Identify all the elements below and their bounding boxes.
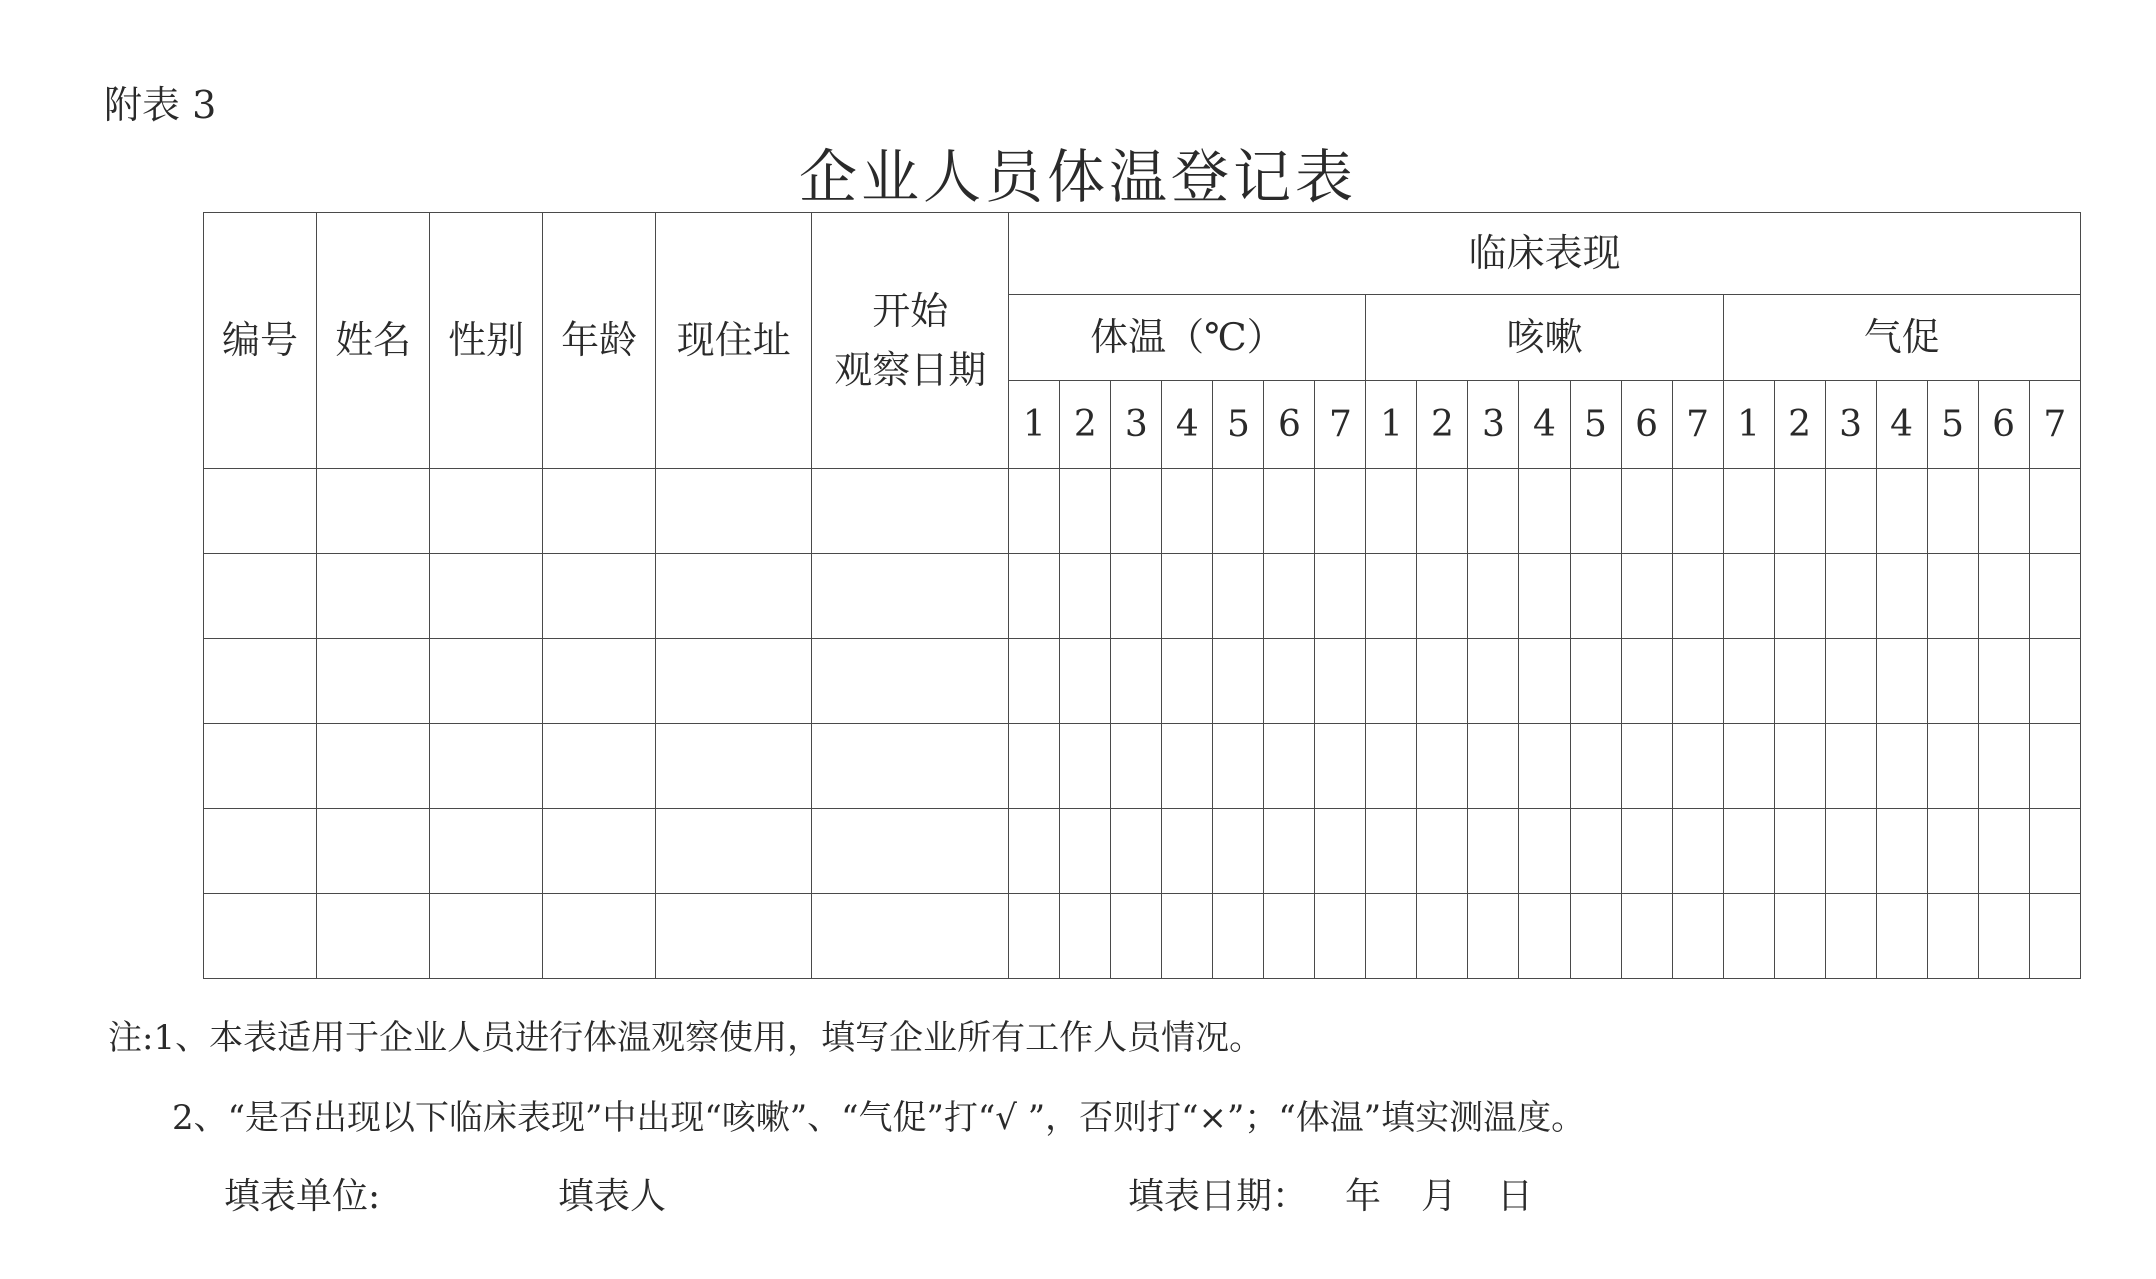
entry-cell[interactable] (1519, 554, 1570, 639)
day-number-cell: 6 (1978, 381, 2029, 469)
entry-cell[interactable] (1213, 809, 1264, 894)
entry-cell[interactable] (1111, 554, 1162, 639)
entry-cell[interactable] (1978, 554, 2029, 639)
entry-cell[interactable] (2029, 639, 2080, 724)
entry-cell[interactable] (1621, 724, 1672, 809)
entry-cell[interactable] (1927, 554, 1978, 639)
entry-cell[interactable] (1162, 554, 1213, 639)
day-number-cell: 6 (1264, 381, 1315, 469)
entry-cell[interactable] (1570, 554, 1621, 639)
entry-cell[interactable] (204, 554, 317, 639)
entry-cell[interactable] (1876, 469, 1927, 554)
entry-cell[interactable] (317, 639, 430, 724)
entry-cell[interactable] (1060, 469, 1111, 554)
entry-cell[interactable] (1366, 554, 1417, 639)
entry-cell[interactable] (1060, 809, 1111, 894)
footer-date-units: 年月日 (1345, 1176, 1574, 1217)
entry-cell[interactable] (1366, 639, 1417, 724)
entry-cell[interactable] (1621, 809, 1672, 894)
entry-cell[interactable] (1060, 894, 1111, 979)
entry-cell[interactable] (1519, 894, 1570, 979)
entry-cell[interactable] (1111, 724, 1162, 809)
entry-cell[interactable] (1366, 724, 1417, 809)
entry-cell[interactable] (1927, 724, 1978, 809)
entry-cell[interactable] (2029, 554, 2080, 639)
entry-cell[interactable] (1876, 894, 1927, 979)
entry-cell[interactable] (812, 894, 1009, 979)
entry-cell[interactable] (543, 639, 656, 724)
entry-cell[interactable] (1927, 894, 1978, 979)
entry-cell[interactable] (1570, 639, 1621, 724)
table-row (204, 554, 2081, 639)
entry-cell[interactable] (2029, 809, 2080, 894)
entry-cell[interactable] (1570, 894, 1621, 979)
entry-cell[interactable] (1468, 469, 1519, 554)
footer-unit-label: 填表单位: (224, 1176, 381, 1217)
entry-cell[interactable] (1468, 894, 1519, 979)
header-number: 编号 (204, 213, 317, 469)
table-row (204, 724, 2081, 809)
entry-cell[interactable] (1519, 809, 1570, 894)
entry-cell[interactable] (812, 469, 1009, 554)
entry-cell[interactable] (1468, 639, 1519, 724)
day-number-cell: 4 (1162, 381, 1213, 469)
entry-cell[interactable] (1060, 639, 1111, 724)
entry-cell[interactable] (1978, 809, 2029, 894)
entry-cell[interactable] (656, 554, 812, 639)
entry-cell[interactable] (1876, 809, 1927, 894)
entry-cell[interactable] (1213, 639, 1264, 724)
header-address: 现住址 (656, 213, 812, 469)
footer-date-label: 填表日期： (1128, 1176, 1309, 1217)
day-number-cell: 5 (1927, 381, 1978, 469)
entry-cell[interactable] (1213, 724, 1264, 809)
entry-cell[interactable] (1264, 469, 1315, 554)
entry-cell[interactable] (1264, 639, 1315, 724)
entry-cell[interactable] (317, 894, 430, 979)
entry-cell[interactable] (1417, 554, 1468, 639)
day-number-cell: 3 (1468, 381, 1519, 469)
entry-cell[interactable] (1111, 809, 1162, 894)
entry-cell[interactable] (1519, 639, 1570, 724)
entry-cell[interactable] (1009, 894, 1060, 979)
entry-cell[interactable] (1417, 639, 1468, 724)
entry-cell[interactable] (1009, 724, 1060, 809)
entry-cell[interactable] (1774, 639, 1825, 724)
entry-cell[interactable] (1162, 894, 1213, 979)
entry-cell[interactable] (1723, 469, 1774, 554)
entry-cell[interactable] (1162, 809, 1213, 894)
entry-cell[interactable] (1774, 894, 1825, 979)
day-number-cell: 3 (1111, 381, 1162, 469)
entry-cell[interactable] (1060, 724, 1111, 809)
entry-cell[interactable] (1570, 724, 1621, 809)
entry-cell[interactable] (430, 724, 543, 809)
entry-cell[interactable] (1621, 469, 1672, 554)
entry-cell[interactable] (1927, 639, 1978, 724)
annex-label: 附表 3 (104, 83, 217, 127)
form-title: 企业人员体温登记表 (798, 143, 1357, 211)
entry-cell[interactable] (1111, 894, 1162, 979)
day-number-cell: 2 (1060, 381, 1111, 469)
entry-cell[interactable] (1417, 469, 1468, 554)
day-number-cell: 5 (1570, 381, 1621, 469)
entry-cell[interactable] (1570, 809, 1621, 894)
entry-cell[interactable] (1570, 469, 1621, 554)
entry-cell[interactable] (1774, 809, 1825, 894)
entry-cell[interactable] (1417, 809, 1468, 894)
entry-cell[interactable] (1519, 469, 1570, 554)
header-clinical-signs: 临床表现 (1009, 213, 2081, 295)
entry-cell[interactable] (1468, 724, 1519, 809)
entry-cell[interactable] (1111, 469, 1162, 554)
entry-cell[interactable] (1723, 554, 1774, 639)
entry-cell[interactable] (430, 639, 543, 724)
entry-cell[interactable] (1825, 724, 1876, 809)
entry-cell[interactable] (1264, 724, 1315, 809)
start-obs-line1: 开始 (872, 288, 949, 333)
entry-cell[interactable] (204, 724, 317, 809)
entry-cell[interactable] (1009, 554, 1060, 639)
entry-cell[interactable] (1315, 724, 1366, 809)
entry-cell[interactable] (1723, 724, 1774, 809)
entry-cell[interactable] (204, 894, 317, 979)
entry-cell[interactable] (543, 809, 656, 894)
day-number-cell: 1 (1723, 381, 1774, 469)
footer-filler-label: 填表人 (558, 1176, 667, 1217)
entry-cell[interactable] (543, 724, 656, 809)
entry-cell[interactable] (1672, 639, 1723, 724)
entry-cell[interactable] (1978, 894, 2029, 979)
entry-cell[interactable] (1876, 724, 1927, 809)
entry-cell[interactable] (1672, 724, 1723, 809)
header-start-observation-date (812, 213, 1009, 469)
entry-cell[interactable] (1723, 639, 1774, 724)
entry-cell[interactable] (1825, 894, 1876, 979)
entry-cell[interactable] (812, 724, 1009, 809)
registration-table (203, 212, 2081, 979)
entry-cell[interactable] (2029, 724, 2080, 809)
day-number-cell: 1 (1366, 381, 1417, 469)
entry-cell[interactable] (1672, 809, 1723, 894)
entry-cell[interactable] (1723, 894, 1774, 979)
entry-cell[interactable] (1672, 554, 1723, 639)
table-row (204, 894, 2081, 979)
entry-cell[interactable] (1825, 809, 1876, 894)
day-number-cell: 2 (1417, 381, 1468, 469)
day-number-cell: 6 (1621, 381, 1672, 469)
entry-cell[interactable] (1927, 469, 1978, 554)
day-number-cell: 2 (1774, 381, 1825, 469)
entry-cell[interactable] (656, 809, 812, 894)
entry-cell[interactable] (1774, 554, 1825, 639)
entry-cell[interactable] (1417, 724, 1468, 809)
entry-cell[interactable] (1366, 469, 1417, 554)
day-number-cell: 4 (1519, 381, 1570, 469)
entry-cell[interactable] (1774, 724, 1825, 809)
entry-cell[interactable] (1315, 809, 1366, 894)
entry-cell[interactable] (1366, 809, 1417, 894)
entry-cell[interactable] (543, 554, 656, 639)
entry-cell[interactable] (1162, 724, 1213, 809)
day-number-cell: 7 (2029, 381, 2080, 469)
entry-cell[interactable] (1468, 809, 1519, 894)
entry-cell[interactable] (1264, 554, 1315, 639)
entry-cell[interactable] (656, 724, 812, 809)
entry-cell[interactable] (1519, 724, 1570, 809)
entry-cell[interactable] (430, 554, 543, 639)
entry-cell[interactable] (543, 894, 656, 979)
entry-cell[interactable] (1315, 894, 1366, 979)
entry-cell[interactable] (1213, 554, 1264, 639)
entry-cell[interactable] (1876, 639, 1927, 724)
entry-cell[interactable] (1009, 809, 1060, 894)
entry-cell[interactable] (1060, 554, 1111, 639)
entry-cell[interactable] (204, 809, 317, 894)
header-age: 年龄 (543, 213, 656, 469)
entry-cell[interactable] (1621, 639, 1672, 724)
entry-cell[interactable] (1672, 894, 1723, 979)
entry-cell[interactable] (1723, 809, 1774, 894)
header-cough: 咳嗽 (1366, 295, 1723, 381)
entry-cell[interactable] (317, 469, 430, 554)
day-number-cell: 1 (1009, 381, 1060, 469)
note-2: 2、“是否出现以下临床表现”中出现“咳嗽”、“气促”打“√ ”，否则打“×”；“体温”填实测温度。 (172, 1098, 1586, 1138)
note-1: 注:1、本表适用于企业人员进行体温观察使用，填写企业所有工作人员情况。 (108, 1018, 1264, 1058)
entry-cell[interactable] (1264, 894, 1315, 979)
entry-cell[interactable] (430, 809, 543, 894)
entry-cell[interactable] (1111, 639, 1162, 724)
entry-cell[interactable] (1264, 809, 1315, 894)
entry-cell[interactable] (204, 639, 317, 724)
entry-cell[interactable] (430, 469, 543, 554)
table-row (204, 809, 2081, 894)
entry-cell[interactable] (430, 894, 543, 979)
entry-cell[interactable] (1213, 894, 1264, 979)
entry-cell[interactable] (1825, 639, 1876, 724)
entry-cell[interactable] (1621, 554, 1672, 639)
entry-cell[interactable] (543, 469, 656, 554)
entry-cell[interactable] (317, 724, 430, 809)
entry-cell[interactable] (1927, 809, 1978, 894)
entry-cell[interactable] (1009, 469, 1060, 554)
entry-cell[interactable] (1978, 724, 2029, 809)
entry-cell[interactable] (1978, 639, 2029, 724)
entry-cell[interactable] (1366, 894, 1417, 979)
day-number-cell: 3 (1825, 381, 1876, 469)
entry-cell[interactable] (1315, 639, 1366, 724)
entry-cell[interactable] (812, 554, 1009, 639)
entry-cell[interactable] (2029, 894, 2080, 979)
entry-cell[interactable] (1876, 554, 1927, 639)
entry-cell[interactable] (1825, 469, 1876, 554)
header-temperature: 体温（℃） (1009, 295, 1366, 381)
entry-cell[interactable] (1315, 554, 1366, 639)
header-name: 姓名 (317, 213, 430, 469)
entry-cell[interactable] (1315, 469, 1366, 554)
entry-cell[interactable] (1213, 469, 1264, 554)
entry-cell[interactable] (1825, 554, 1876, 639)
entry-cell[interactable] (656, 469, 812, 554)
entry-cell[interactable] (656, 639, 812, 724)
entry-cell[interactable] (317, 554, 430, 639)
entry-cell[interactable] (1162, 639, 1213, 724)
entry-cell[interactable] (1774, 469, 1825, 554)
entry-cell[interactable] (812, 809, 1009, 894)
entry-cell[interactable] (1672, 469, 1723, 554)
start-obs-line2: 观察日期 (834, 347, 987, 392)
header-gender: 性别 (430, 213, 543, 469)
header-shortness-of-breath: 气促 (1723, 295, 2080, 381)
entry-cell[interactable] (1162, 469, 1213, 554)
day-number-cell: 7 (1315, 381, 1366, 469)
entry-cell[interactable] (812, 639, 1009, 724)
entry-cell[interactable] (1468, 554, 1519, 639)
table-row (204, 469, 2081, 554)
entry-cell[interactable] (1621, 894, 1672, 979)
day-number-cell: 4 (1876, 381, 1927, 469)
entry-cell[interactable] (2029, 469, 2080, 554)
entry-cell[interactable] (656, 894, 812, 979)
entry-cell[interactable] (317, 809, 430, 894)
table-row (204, 639, 2081, 724)
day-number-cell: 5 (1213, 381, 1264, 469)
table-body (204, 469, 2081, 979)
entry-cell[interactable] (1417, 894, 1468, 979)
entry-cell[interactable] (204, 469, 317, 554)
entry-cell[interactable] (1978, 469, 2029, 554)
entry-cell[interactable] (1009, 639, 1060, 724)
day-number-cell: 7 (1672, 381, 1723, 469)
